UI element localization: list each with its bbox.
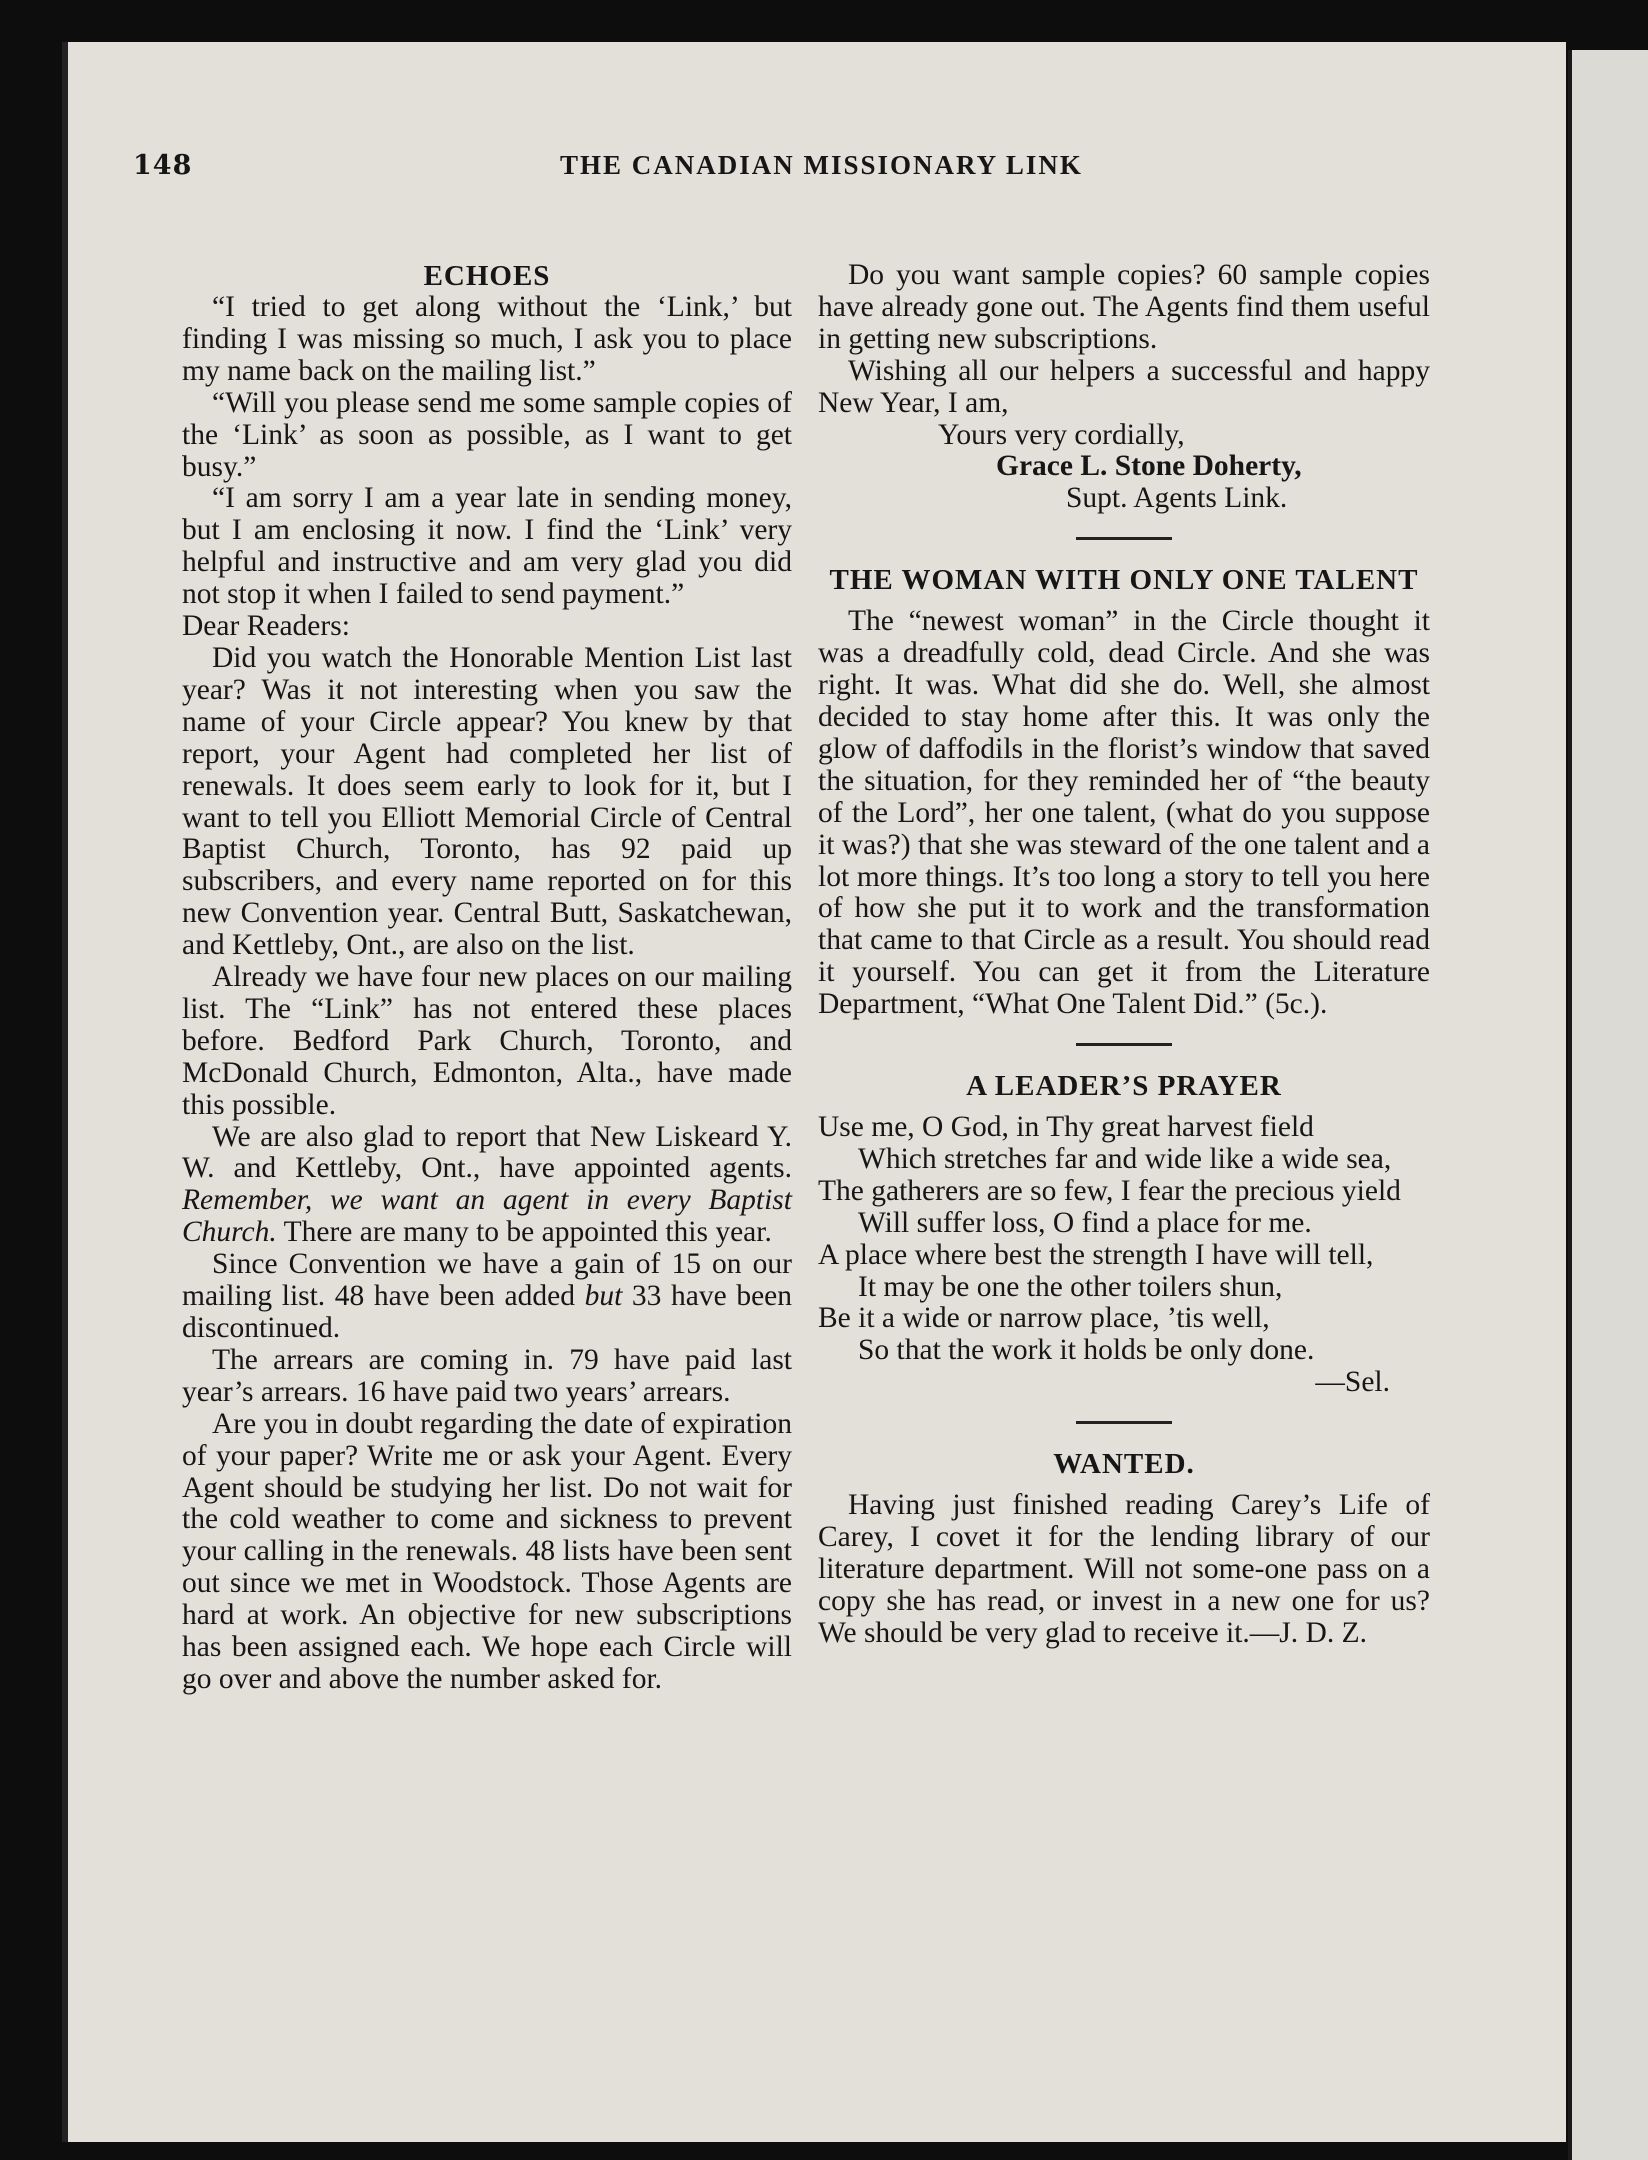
poem-line: Which stretches far and wide like a wide sea,	[858, 1142, 1392, 1175]
section-divider	[1076, 1043, 1172, 1046]
page-number: 148	[133, 150, 193, 181]
closing: Yours very cordially,	[938, 418, 1185, 451]
new-places-paragraph: Already we have four new places on our mailing list. The “Link” has not entered these places before. Bedford Park Church, Toronto, and McDonald Church, Edmonton, Alta., have made this possible.	[182, 961, 792, 1121]
section-divider	[1076, 537, 1172, 540]
talent-paragraph: The “newest woman” in the Circle thought it was a dreadfully cold, dead Circle. And she was right. It was. What did she do. Well, she almost decided to stay home after this. It was only the glow of daffodils in the florist’s window that saved the situation, for they reminded her of “the beauty of the Lord”, her one talent, (what do you suppose it was?) that she was steward of the one talent and a lot more things. It’s too long a story to tell you here of how she put it to work and the transformation that came to that Circle as a result. You should read it yourself. You can get it from the Literature Department, “What One Talent Did.” (5c.).	[818, 605, 1430, 1021]
gain-tail: 33 have been discontinued.	[182, 1280, 793, 1344]
echoes-heading: ECHOES	[423, 260, 551, 292]
wanted-paragraph: Having just finished reading Carey’s Life of Carey, I covet it for the lending library of our literature department. Will not some-one pass on a copy she has read, or invest in a new one for us? We should be very glad to receive it.—J. D. Z.	[818, 1489, 1430, 1649]
poem-line: Be it a wide or narrow place, ’tis well,	[818, 1302, 1270, 1335]
gain-paragraph	[182, 1249, 792, 1345]
agents-paragraph	[182, 1122, 792, 1250]
left-column	[182, 260, 792, 1696]
honorable-mention-paragraph: Did you watch the Honorable Mention List last year? Was it not interesting when you saw the name of your Circle appear? You knew by that report, your Agent had completed her list of renewals. It does seem early to look for it, but I want to tell you Elliott Memorial Circle of Central Baptist Church, Toronto, has 92 paid up subscribers, and every name reported on for this new Convention year. Central Butt, Saskatchewan, and Kettleby, Ont., are also on the list.	[182, 641, 792, 962]
sample-copies-paragraph: Do you want sample copies? 60 sample copies have already gone out. The Agents find them useful in getting new subscriptions.	[818, 259, 1430, 355]
poem-attribution: —Sel.	[1315, 1366, 1390, 1399]
signature-block	[818, 420, 1430, 516]
echo-quote-3: “I am sorry I am a year late in sending money, but I am enclosing it now. I find the ‘Link’ very helpful and instructive and am very glad you did not stop it when I failed to send payment.”	[182, 482, 792, 611]
page-header	[0, 150, 1648, 200]
prayer-heading: A LEADER’S PRAYER	[966, 1070, 1282, 1103]
running-head: THE CANADIAN MISSIONARY LINK	[560, 150, 1083, 180]
prayer-poem	[818, 1112, 1430, 1399]
wishing-paragraph: Wishing all our helpers a successful and happy New Year, I am,	[818, 354, 1430, 419]
agents-emphasis: Remember, we want an agent in every Baptist Church.	[182, 1184, 792, 1249]
section-divider	[1076, 1421, 1172, 1424]
poem-line: The gatherers are so few, I fear the precious yield	[818, 1174, 1401, 1207]
talent-heading: THE WOMAN WITH ONLY ONE TALENT	[829, 564, 1419, 597]
poem-line: It may be one the other toilers shun,	[858, 1270, 1283, 1303]
poem-line: So that the work it holds be only done.	[858, 1334, 1315, 1367]
wanted-heading: WANTED.	[1053, 1448, 1195, 1481]
salutation: Dear Readers:	[182, 610, 350, 643]
echo-quote-2: “Will you please send me some sample copies of the ‘Link’ as soon as possible, as I want to get busy.”	[182, 386, 792, 483]
facing-page-edge	[1568, 50, 1648, 2160]
gain-text: Since Convention we have a gain of 15 on our mailing list. 48 have been added	[182, 1248, 792, 1313]
agents-text: We are also glad to report that New Liskeard Y. W. and Kettleby, Ont., have appointed agents.	[182, 1120, 792, 1185]
agents-tail: There are many to be appointed this year.	[283, 1216, 772, 1249]
poem-line: A place where best the strength I have will tell,	[818, 1238, 1374, 1271]
gain-but: but	[584, 1280, 623, 1313]
signature-title: Supt. Agents Link.	[1066, 482, 1288, 515]
signature-name: Grace L. Stone Doherty,	[996, 450, 1302, 483]
poem-line: Use me, O God, in Thy great harvest field	[818, 1111, 1314, 1144]
echo-quote-1: “I tried to get along without the ‘Link,’ but finding I was missing so much, I ask you to place my name back on the mailing list.”	[182, 291, 792, 387]
poem-line: Will suffer loss, O find a place for me.	[858, 1206, 1312, 1239]
right-column	[818, 260, 1430, 1650]
arrears-paragraph: The arrears are coming in. 79 have paid last year’s arrears. 16 have paid two years’ arrears.	[182, 1343, 792, 1408]
expiration-paragraph: Are you in doubt regarding the date of expiration of your paper? Write me or ask your Agent. Every Agent should be studying her list. Do not wait for the cold weather to come and sickness to prevent your calling in the renewals. 48 lists have been sent out since we met in Woodstock. Those Agents are hard at work. An objective for new subscriptions has been assigned each. We hope each Circle will go over and above the number asked for.	[182, 1407, 792, 1695]
